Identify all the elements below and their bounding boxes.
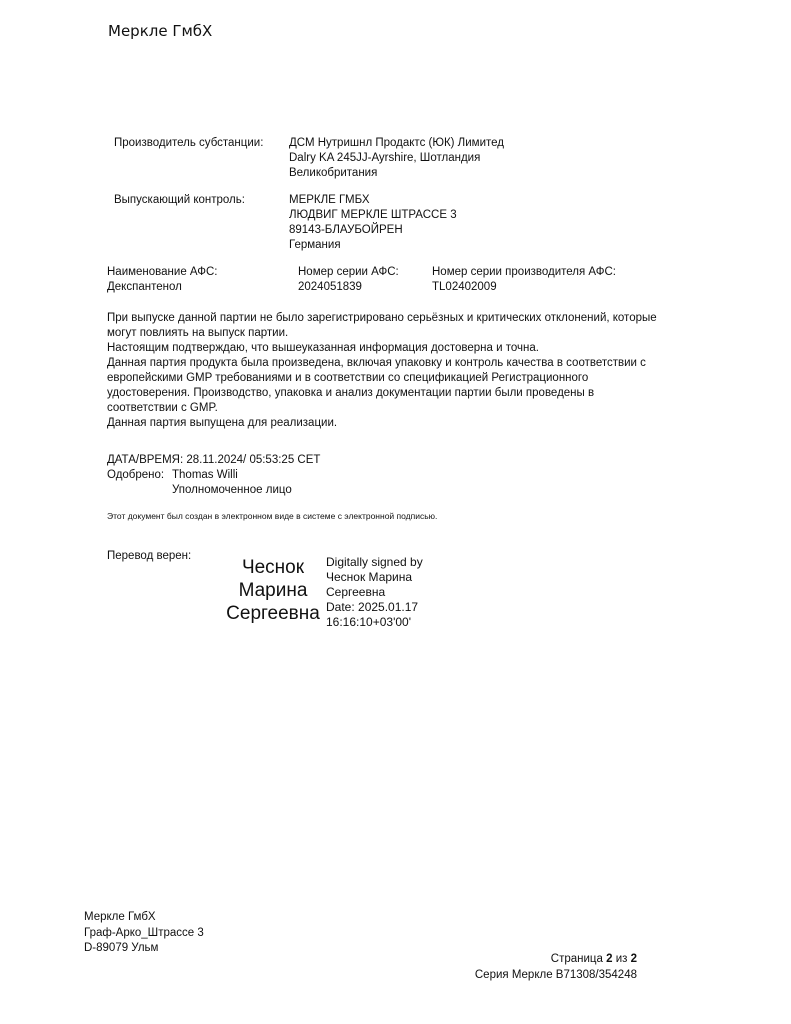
page-number bbox=[475, 952, 637, 968]
api-batch-block bbox=[298, 265, 399, 295]
signature-name-line: Чеснок bbox=[241, 557, 305, 578]
signature-detail-line: 16:16:10+03'00' bbox=[326, 615, 411, 629]
header-company-name: Меркле ГмбХ bbox=[108, 22, 213, 40]
release-control-address bbox=[289, 193, 457, 253]
api-batch-value: 2024051839 bbox=[298, 281, 362, 293]
page-prefix: Страница bbox=[550, 953, 607, 965]
signature-name-line: Сергеевна bbox=[226, 603, 320, 624]
signature-detail-line: Digitally signed by bbox=[326, 555, 423, 569]
producer-line: ДСМ Нутришнл Продактс (ЮК) Лимитед bbox=[289, 137, 504, 149]
api-mfr-batch-label: Номер серии производителя АФС: bbox=[432, 266, 616, 278]
electronic-notice: Этот документ был создан в электронном виде в системе с электронной подписью. bbox=[107, 511, 438, 521]
translation-label: Перевод верен: bbox=[107, 550, 192, 562]
approved-by: Thomas Willi bbox=[172, 469, 238, 481]
footer-address-line: Меркле ГмбХ bbox=[84, 911, 156, 923]
signature-detail-line: Date: 2025.01.17 bbox=[326, 600, 419, 614]
api-name-block bbox=[107, 265, 217, 295]
approver-role: Уполномоченное лицо bbox=[172, 484, 292, 496]
statement-paragraph: Данная партия выпущена для реализации. bbox=[107, 417, 338, 429]
footer-page-info bbox=[475, 952, 637, 983]
signature-detail-line: Чеснок Марина bbox=[326, 570, 413, 584]
producer-line: Dalry KA 245JJ-Ayrshire, Шотландия bbox=[289, 152, 481, 164]
api-name-label: Наименование АФС: bbox=[107, 266, 218, 278]
signature-detail-line: Сергеевна bbox=[326, 585, 386, 599]
api-mfr-batch-block bbox=[432, 265, 616, 295]
approval-datetime: ДАТА/ВРЕМЯ: 28.11.2024/ 05:53:25 CET bbox=[107, 454, 321, 466]
producer-address bbox=[289, 136, 504, 181]
footer-address bbox=[84, 910, 204, 957]
signature-name-line: Марина bbox=[238, 580, 308, 601]
digital-signature-details bbox=[326, 555, 423, 630]
statement-paragraph: Данная партия продукта была произведена, включая упаковку и контроль качества в соответствии с европейскими GMP требованиями и в соответствии со спецификацией Регистрационного удостоверения. Производство, упаковка и анализ документации партии были проведены в соответствии с GMP. bbox=[107, 357, 646, 414]
footer-address-line: D-89079 Ульм bbox=[84, 942, 159, 954]
producer-line: Великобритания bbox=[289, 167, 378, 179]
release-control-line: 89143-БЛАУБОЙРЕН bbox=[289, 224, 403, 236]
statement-paragraph: Настоящим подтверждаю, что вышеуказанная информация достоверна и точна. bbox=[107, 342, 539, 354]
digital-signature-name bbox=[218, 556, 328, 625]
release-control-line: МЕРКЛЕ ГМБХ bbox=[289, 194, 370, 206]
api-mfr-batch-value: TL02402009 bbox=[432, 281, 497, 293]
api-batch-label: Номер серии АФС: bbox=[298, 266, 399, 278]
page-separator: из bbox=[612, 953, 631, 965]
producer-label: Производитель субстанции: bbox=[114, 137, 264, 149]
release-control-line: ЛЮДВИГ МЕРКЛЕ ШТРАССЕ 3 bbox=[289, 209, 457, 221]
footer-address-line: Граф-Арко_Штрассе 3 bbox=[84, 926, 204, 939]
release-statement bbox=[107, 311, 667, 431]
api-name-value: Декспантенол bbox=[107, 281, 182, 293]
footer-series: Серия Меркле B71308/354248 bbox=[474, 968, 637, 981]
statement-paragraph: При выпуске данной партии не было зарегистрировано серьёзных и критических отклонений, которые могут повлиять на выпуск партии. bbox=[107, 312, 657, 339]
page-current: 2 bbox=[606, 953, 613, 965]
approved-label: Одобрено: bbox=[107, 469, 165, 481]
release-control-label: Выпускающий контроль: bbox=[114, 194, 245, 206]
page-total: 2 bbox=[630, 953, 637, 965]
release-control-line: Германия bbox=[289, 239, 341, 251]
